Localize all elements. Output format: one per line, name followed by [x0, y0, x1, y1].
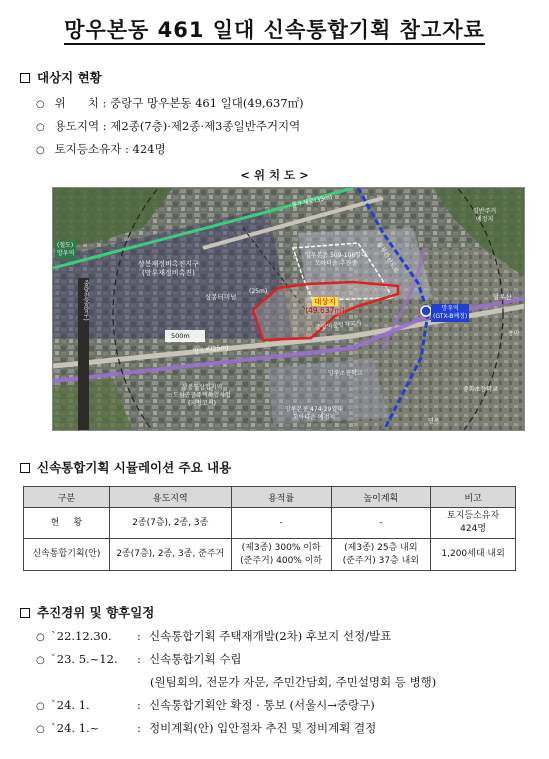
table-cell: 2종(7층), 2종, 3종 — [109, 508, 231, 539]
table-header-cell: 구분 — [24, 487, 110, 508]
circle-bullet-icon: ○ — [36, 655, 45, 666]
map-label-mountain: 망우산 — [493, 293, 512, 301]
circle-bullet-icon: ○ — [36, 122, 45, 133]
location-map — [52, 187, 525, 431]
map-scale-label: 500m — [171, 332, 190, 340]
map-label-moa-top: 망우본동 509-106일대 모아타운 추진중 — [305, 252, 367, 267]
table-cell: (제3종) 300% 이하 (준주거) 400% 이하 — [231, 539, 331, 571]
table-header-cell: 용도지역 — [109, 487, 231, 508]
checkbox-icon — [20, 73, 30, 83]
map-label-bottom: 상봉동상업지역 도심공공주택복합사업 (지정고시) — [173, 384, 231, 407]
map-label-site: 대상지 (49,637㎡) — [305, 297, 345, 315]
table-header-row — [24, 487, 516, 508]
map-label-road-top: 봉우재로(35m) — [290, 193, 333, 210]
map-label-bus: 중랑역공영차고지 — [314, 319, 362, 332]
table-cell: - — [331, 508, 431, 539]
table-cell: - — [231, 508, 331, 539]
table-cell: 2종(7층), 2종, 3종, 준주거 — [109, 539, 231, 571]
map-label-left-vertical: 중랑천(중랑구) — [82, 280, 89, 321]
section-heading-schedule: 추진경위 및 향후일정 — [20, 603, 154, 621]
timeline-item: ○ `23. 5.~12. : 신속통합기획 수립 — [36, 652, 242, 666]
timeline-item: ○ `24. 1. : 신속통합기획안 확정 · 통보 (서울시→중랑구) — [36, 698, 375, 712]
timeline-sub-note: (원팀회의, 전문가 자문, 주민간담회, 주민설명회 등 병행) — [150, 675, 437, 689]
list-item: ○ 용도지역 : 제2종(7층)·제2종·제3종일반주거지역 — [36, 119, 301, 133]
map-label-moa-bottom: 망우본동 474-29일대 모아타운 예정지 — [285, 406, 343, 421]
simulation-table — [23, 486, 516, 571]
circle-bullet-icon: ○ — [36, 632, 45, 643]
timeline-item: ○ `22.12.30. : 신속통합기획 주택재개발(2차) 후보지 선정/발표 — [36, 629, 392, 643]
map-label-district1: 상봉재정비촉진지구 (망우재정비촉진) — [138, 260, 199, 277]
map-label-road-right: 동부간선도로 — [375, 241, 400, 275]
map-label-terminal: 상봉터미널 — [205, 293, 237, 301]
checkbox-icon — [20, 463, 30, 473]
table-cell: 현 황 — [24, 508, 110, 539]
map-title: < 위 치 도 > — [240, 168, 309, 182]
map-label-school: 망우초등학교 — [328, 370, 363, 377]
map-label-park: 용마 — [508, 330, 520, 337]
map-label-station-right: 망우역 (GTX-B예정) — [433, 305, 468, 320]
section-heading-simulation: 신속통합기획 시뮬레이션 주요 내용 — [20, 458, 231, 476]
checkbox-icon — [20, 608, 30, 618]
map-label-road-bottom: 망우로(25m) — [192, 343, 229, 356]
map-label-left-station: (철도) 망우역 — [57, 242, 75, 257]
table-cell: (제3종) 25층 내외 (준주거) 37층 내외 — [331, 539, 431, 571]
circle-bullet-icon: ○ — [36, 145, 45, 156]
list-item: ○ 토지등소유자 : 424명 — [36, 142, 166, 156]
timeline-item: ○ `24. 1.~ : 정비계획(안) 입안절차 추진 및 정비계획 결정 — [36, 721, 377, 735]
circle-bullet-icon: ○ — [36, 724, 45, 735]
map-label-right-school: 중화초등학교 — [463, 386, 498, 393]
list-item: ○ 위 치 : 중랑구 망우본동 461 일대(49,637㎡) — [36, 96, 304, 110]
circle-bullet-icon: ○ — [36, 701, 45, 712]
table-row — [24, 539, 516, 571]
table-header-cell: 비고 — [431, 487, 516, 508]
table-row — [24, 508, 516, 539]
table-cell: 토지등소유자 424명 — [431, 508, 516, 539]
table-header-cell: 높이계획 — [331, 487, 431, 508]
map-label-right-top: 일반주거 예정지 — [473, 208, 497, 223]
table-cell: 1,200세대 내외 — [431, 539, 516, 571]
section-heading-site-status: 대상지 현황 — [20, 68, 102, 86]
circle-bullet-icon: ○ — [36, 99, 45, 110]
table-cell: 신속통합기획(안) — [24, 539, 110, 571]
table-header-cell: 용적률 — [231, 487, 331, 508]
page-title: 망우본동 461 일대 신속통합기획 참고자료 — [0, 14, 549, 44]
map-label-right-small: 면목 — [428, 418, 440, 425]
map-label-road-mid: (25m) — [249, 288, 268, 295]
